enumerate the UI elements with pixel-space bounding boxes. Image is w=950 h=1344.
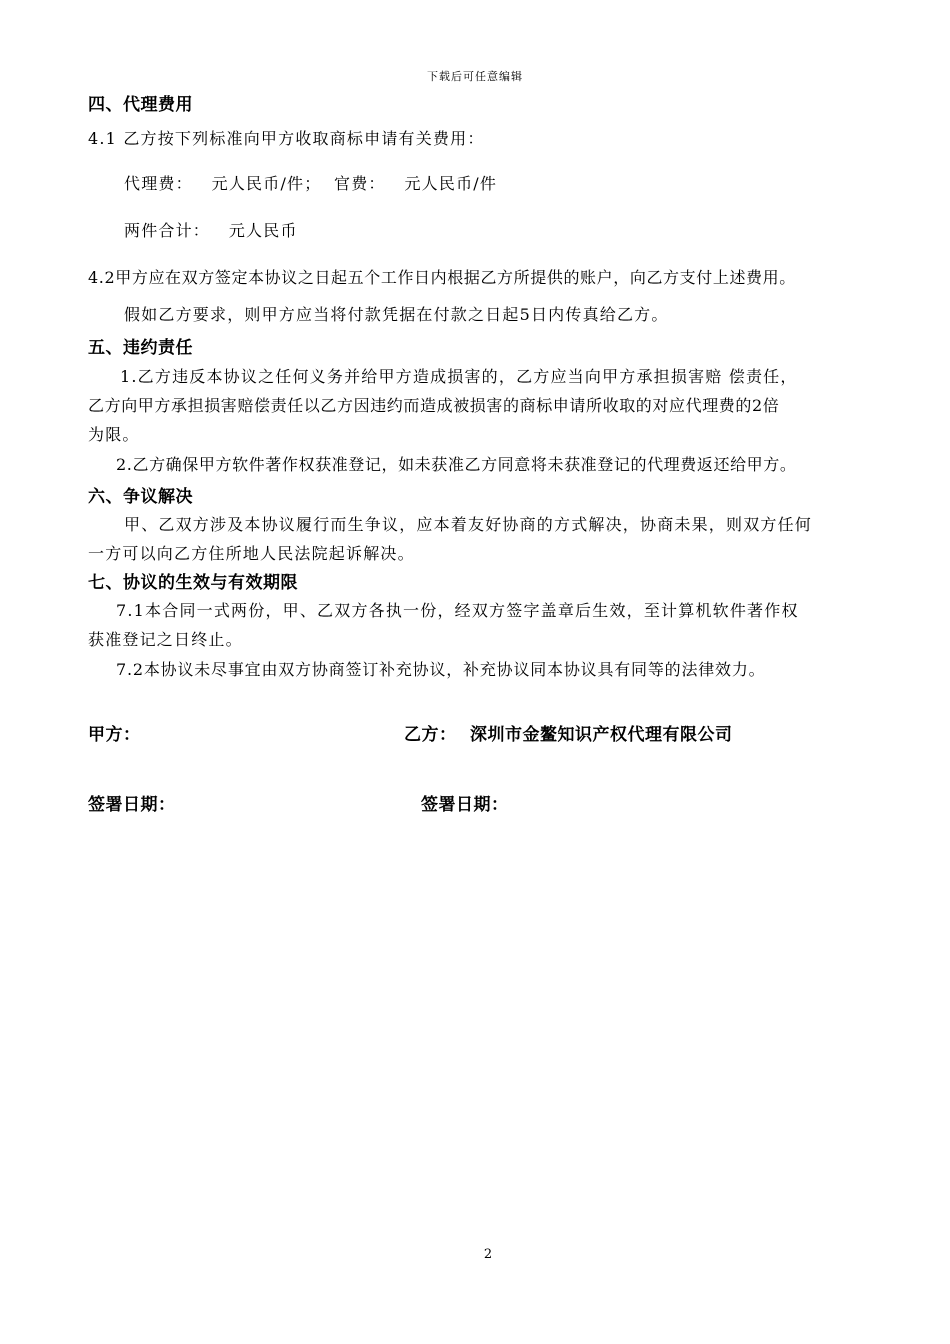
section-5-1-line-2: 乙方向甲方承担损害赔偿责任以乙方因违约而造成被损害的商标申请所收取的对应代理费的2倍 [88, 396, 780, 415]
page-number: 2 [483, 1247, 493, 1262]
section-4-1-text: 4.1 乙方按下列标准向甲方收取商标申请有关费用： [88, 129, 485, 148]
section-5-1-line-3: 为限。 [88, 425, 140, 444]
section-7-title: 七、协议的生效与有效期限 [88, 573, 298, 593]
section-5-1-line-1: 1.乙方违反本协议之任何义务并给甲方造成损害的，乙方应当向甲方承担损害赔 偿责任， [120, 367, 798, 386]
section-5-2-text: 2.乙方确保甲方软件著作权获准登记，如未获准乙方同意将未获准登记的代理费返还给甲方。 [116, 455, 797, 474]
section-7-2-text: 7.2本协议未尽事宜由双方协商签订补充协议，补充协议同本协议具有同等的法律效力。 [116, 660, 766, 679]
section-6-line-1: 甲、乙双方涉及本协议履行而生争议，应本着友好协商的方式解决，协商未果，则双方任何 [124, 515, 813, 534]
fees-line: 代理费： 元人民币/件； 官费： 元人民币/件 [124, 174, 498, 193]
sign-date-a-label: 签署日期： [88, 795, 176, 815]
section-4-2-text: 4.2甲方应在双方签定本协议之日起五个工作日内根据乙方所提供的账户，向乙方支付上述费用。 [88, 268, 796, 287]
section-6-title: 六、争议解决 [88, 487, 193, 507]
section-7-1-line-1: 7.1本合同一式两份，甲、乙双方各执一份，经双方签字盖章后生效，至计算机软件著作权 [116, 601, 799, 620]
party-a-label: 甲方： [88, 725, 141, 745]
section-7-1-line-2: 获准登记之日终止。 [88, 630, 243, 649]
section-5-title: 五、违约责任 [88, 338, 193, 358]
section-6-line-2: 一方可以向乙方住所地人民法院起诉解决。 [88, 544, 415, 563]
total-line: 两件合计： 元人民币 [124, 221, 298, 240]
header-note: 下载后可任意编辑 [427, 70, 523, 83]
party-b-label: 乙方： [404, 725, 457, 745]
section-4-2-fax-text: 假如乙方要求，则甲方应当将付款凭据在付款之日起5日内传真给乙方。 [124, 305, 669, 324]
sign-date-b-label: 签署日期： [421, 795, 509, 815]
section-4-title: 四、代理费用 [88, 95, 193, 115]
party-b-name: 深圳市金鳌知识产权代理有限公司 [470, 725, 733, 745]
